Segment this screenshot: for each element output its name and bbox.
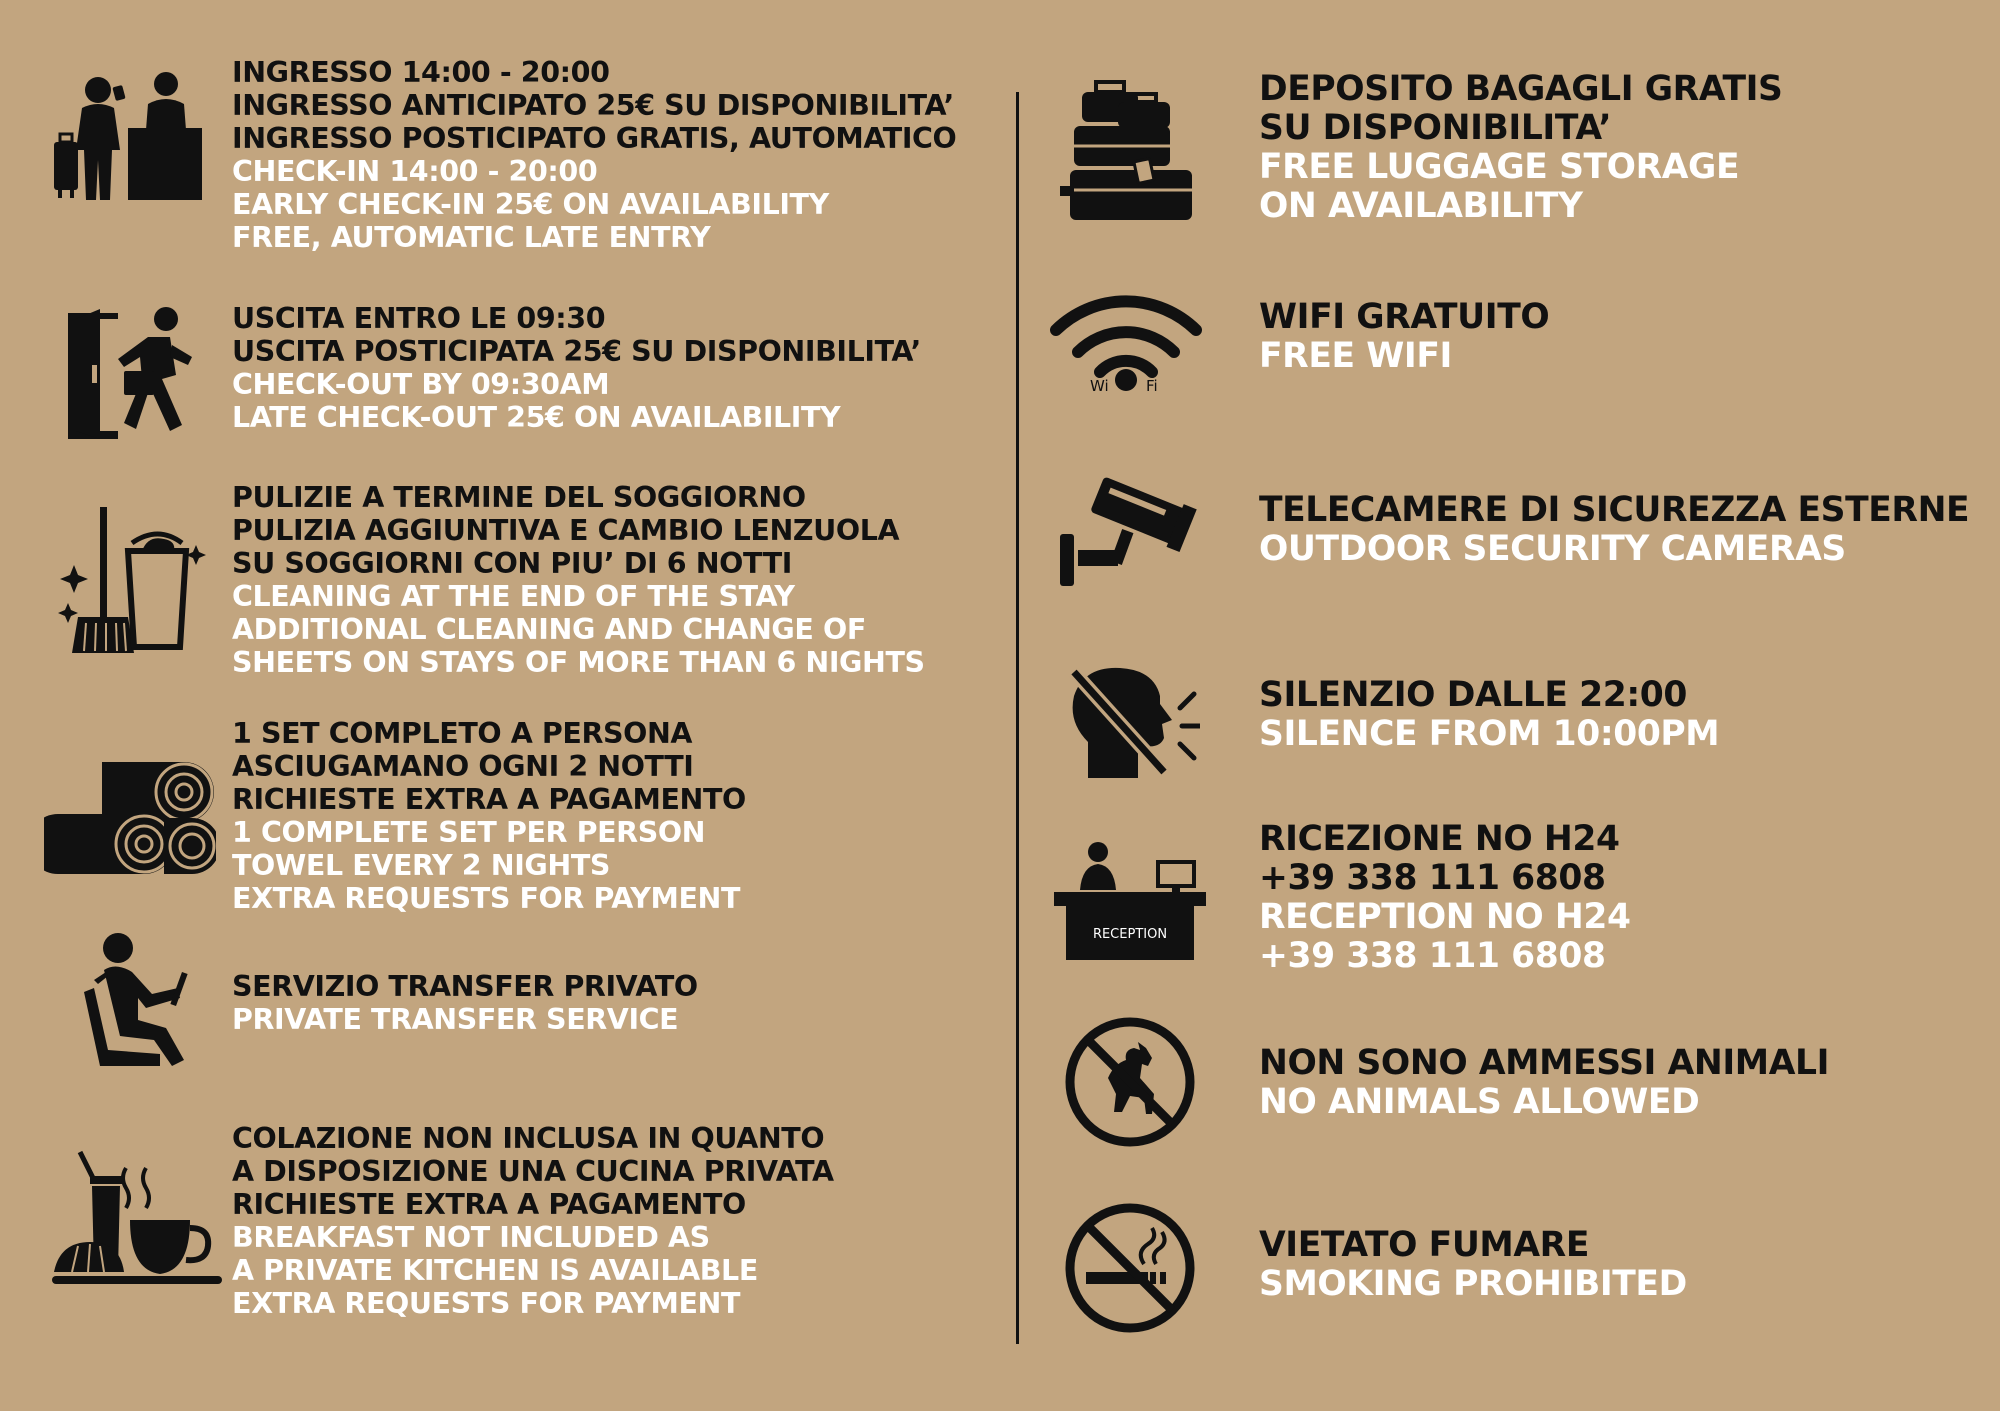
checkin-it-line-2: INGRESSO ANTICIPATO 25€ SU DISPONIBILITA’: [232, 89, 954, 122]
towels-en-line-3: EXTRA REQUESTS FOR PAYMENT: [232, 882, 740, 915]
cameras-en-line-1: OUTDOOR SECURITY CAMERAS: [1259, 529, 1846, 569]
checkin-it-line-3: INGRESSO POSTICIPATO GRATIS, AUTOMATICO: [232, 122, 957, 155]
checkin-en-line-3: FREE, AUTOMATIC LATE ENTRY: [232, 221, 711, 254]
cleaning-it-line-1: PULIZIE A TERMINE DEL SOGGIORNO: [232, 481, 806, 514]
animals-en-line-1: NO ANIMALS ALLOWED: [1259, 1082, 1700, 1122]
car-driver-icon: [80, 932, 204, 1072]
checkout-en-line-2: LATE CHECK-OUT 25€ ON AVAILABILITY: [232, 401, 841, 434]
towels-it-line-1: 1 SET COMPLETO A PERSONA: [232, 717, 693, 750]
breakfast-coffee-croissant-icon: [50, 1150, 222, 1290]
luggage-en-line-1: FREE LUGGAGE STORAGE: [1259, 147, 1740, 187]
transfer-it-line-1: SERVIZIO TRANSFER PRIVATO: [232, 970, 698, 1003]
reception-it-line-1: RICEZIONE NO H24: [1259, 819, 1620, 859]
cleaning-broom-bucket-icon: [58, 505, 208, 655]
breakfast-it-line-2: A DISPOSIZIONE UNA CUCINA PRIVATA: [232, 1155, 834, 1188]
cleaning-en-line-2: ADDITIONAL CLEANING AND CHANGE OF: [232, 613, 866, 646]
breakfast-it-line-1: COLAZIONE NON INCLUSA IN QUANTO: [232, 1122, 825, 1155]
breakfast-en-line-1: BREAKFAST NOT INCLUDED AS: [232, 1221, 710, 1254]
wifi-icon-label-fi: Fi: [1146, 377, 1158, 395]
reception-desk-people-icon: [52, 70, 202, 205]
exit-door-icon: [66, 305, 196, 440]
rolled-towels-icon: [44, 758, 216, 876]
reception-en-line-1: RECEPTION NO H24: [1259, 897, 1631, 937]
towels-it-line-3: RICHIESTE EXTRA A PAGAMENTO: [232, 783, 746, 816]
no-animals-icon: [1064, 1016, 1196, 1148]
breakfast-it-line-3: RICHIESTE EXTRA A PAGAMENTO: [232, 1188, 746, 1221]
luggage-it-line-1: DEPOSITO BAGAGLI GRATIS: [1259, 69, 1783, 109]
luggage-it-line-2: SU DISPONIBILITA’: [1259, 108, 1612, 148]
animals-it-line-1: NON SONO AMMESSI ANIMALI: [1259, 1043, 1830, 1083]
cleaning-it-line-2: PULIZIA AGGIUNTIVA E CAMBIO LENZUOLA: [232, 514, 900, 547]
checkout-it-line-1: USCITA ENTRO LE 09:30: [232, 302, 606, 335]
security-camera-icon: [1058, 474, 1198, 590]
reception-desk-icon: [1054, 840, 1206, 960]
wifi-it-line-1: WIFI GRATUITO: [1259, 297, 1550, 337]
reception-it-line-2: +39 338 111 6808: [1259, 858, 1606, 898]
reception-en-line-2: +39 338 111 6808: [1259, 936, 1606, 976]
checkin-en-line-1: CHECK-IN 14:00 - 20:00: [232, 155, 598, 188]
smoking-it-line-1: VIETATO FUMARE: [1259, 1225, 1590, 1265]
cleaning-en-line-3: SHEETS ON STAYS OF MORE THAN 6 NIGHTS: [232, 646, 925, 679]
checkin-en-line-2: EARLY CHECK-IN 25€ ON AVAILABILITY: [232, 188, 829, 221]
breakfast-en-line-3: EXTRA REQUESTS FOR PAYMENT: [232, 1287, 740, 1320]
wifi-icon-label-wi: Wi: [1090, 377, 1109, 395]
cleaning-en-line-1: CLEANING AT THE END OF THE STAY: [232, 580, 795, 613]
reception-icon-label: RECEPTION: [1092, 927, 1168, 942]
cleaning-it-line-3: SU SOGGIORNI CON PIU’ DI 6 NOTTI: [232, 547, 792, 580]
luggage-stack-icon: [1060, 78, 1200, 222]
towels-it-line-2: ASCIUGAMANO OGNI 2 NOTTI: [232, 750, 694, 783]
column-divider: [1016, 92, 1019, 1344]
transfer-en-line-1: PRIVATE TRANSFER SERVICE: [232, 1003, 679, 1036]
checkin-it-line-1: INGRESSO 14:00 - 20:00: [232, 56, 610, 89]
breakfast-en-line-2: A PRIVATE KITCHEN IS AVAILABLE: [232, 1254, 758, 1287]
wifi-en-line-1: FREE WIFI: [1259, 336, 1452, 376]
no-smoking-icon: [1064, 1202, 1196, 1334]
silence-en-line-1: SILENCE FROM 10:00PM: [1259, 714, 1720, 754]
checkout-it-line-2: USCITA POSTICIPATA 25€ SU DISPONIBILITA’: [232, 335, 921, 368]
luggage-en-line-2: ON AVAILABILITY: [1259, 186, 1583, 226]
silence-it-line-1: SILENZIO DALLE 22:00: [1259, 675, 1688, 715]
towels-en-line-2: TOWEL EVERY 2 NIGHTS: [232, 849, 611, 882]
smoking-en-line-1: SMOKING PROHIBITED: [1259, 1264, 1687, 1304]
cameras-it-line-1: TELECAMERE DI SICUREZZA ESTERNE: [1259, 490, 1970, 530]
no-talking-icon: [1068, 664, 1200, 778]
wifi-icon: [1050, 288, 1202, 396]
checkout-en-line-1: CHECK-OUT BY 09:30AM: [232, 368, 610, 401]
towels-en-line-1: 1 COMPLETE SET PER PERSON: [232, 816, 706, 849]
